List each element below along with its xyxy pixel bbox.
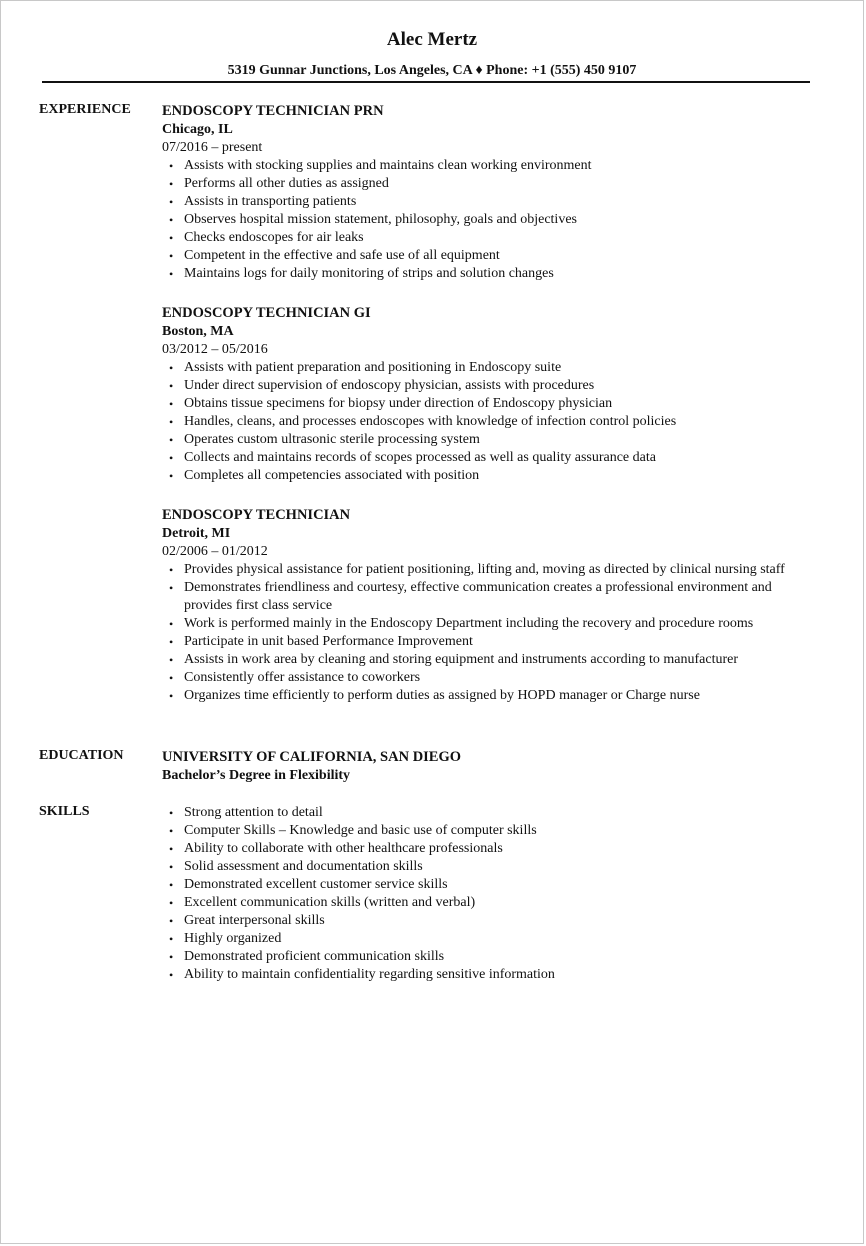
bullet-icon: •: [169, 671, 174, 685]
bullet-icon: •: [169, 842, 174, 856]
job-location: Detroit, MI: [162, 526, 231, 541]
bullet-icon: •: [169, 563, 174, 577]
job-location: Chicago, IL: [162, 122, 233, 137]
list-item: • Work is performed mainly in the Endoscopy Department including the recovery and procedure rooms: [169, 616, 754, 631]
list-item: • Assists in transporting patients: [169, 194, 357, 209]
bullet-icon: •: [169, 932, 174, 946]
list-item: • Organizes time efficiently to perform duties as assigned by HOPD manager or Charge nurse: [169, 688, 700, 703]
list-item: • Checks endoscopes for air leaks: [169, 230, 364, 245]
contact-line: 5319 Gunnar Junctions, Los Angeles, CA ♦ Phone: +1 (555) 450 9107: [227, 63, 637, 78]
candidate-name: Alec Mertz: [386, 29, 478, 50]
job-title: ENDOSCOPY TECHNICIAN PRN: [162, 103, 384, 119]
job-dates: 02/2006 – 01/2012: [162, 544, 268, 559]
job-bullets: [162, 359, 822, 485]
job-entry: [162, 304, 822, 485]
bullet-icon: •: [169, 249, 174, 263]
list-item: • Ability to collaborate with other healthcare professionals: [169, 841, 503, 856]
skills-list-block: [162, 804, 822, 984]
bullet-icon: •: [169, 177, 174, 191]
bullet-icon: •: [169, 195, 174, 209]
bullet-icon: •: [169, 267, 174, 281]
list-item: • Collects and maintains records of scopes processed as well as quality assurance data: [169, 450, 656, 465]
bullet-icon: •: [169, 231, 174, 245]
education-entry: [162, 748, 822, 785]
list-item: • Maintains logs for daily monitoring of strips and solution changes: [169, 266, 554, 281]
job-dates: 07/2016 – present: [162, 140, 263, 155]
list-item: • Demonstrated excellent customer service skills: [169, 877, 448, 892]
bullet-icon: •: [169, 878, 174, 892]
list-item: • Competent in the effective and safe use of all equipment: [169, 248, 500, 263]
list-item: • Observes hospital mission statement, philosophy, goals and objectives: [169, 212, 577, 227]
bullet-icon: •: [169, 860, 174, 874]
list-item: • Under direct supervision of endoscopy physician, assists with procedures: [169, 378, 595, 393]
list-item: • Demonstrates friendliness and courtesy, effective communication creates a professional environment and provides first class service: [169, 580, 772, 613]
bullet-icon: •: [169, 213, 174, 227]
list-item: • Performs all other duties as assigned: [169, 176, 389, 191]
job-dates: 03/2012 – 05/2016: [162, 342, 268, 357]
list-item: • Assists with stocking supplies and maintains clean working environment: [169, 158, 592, 173]
list-item: • Assists with patient preparation and positioning in Endoscopy suite: [169, 360, 562, 375]
job-entry: [162, 102, 822, 283]
list-item: • Handles, cleans, and processes endoscopes with knowledge of infection control policies: [169, 414, 677, 429]
skills-heading: SKILLS: [39, 804, 90, 819]
bullet-icon: •: [169, 433, 174, 447]
list-item: • Obtains tissue specimens for biopsy under direction of Endoscopy physician: [169, 396, 613, 411]
job-location: Boston, MA: [162, 324, 234, 339]
list-item: • Consistently offer assistance to coworkers: [169, 670, 421, 685]
list-item: • Strong attention to detail: [169, 805, 323, 820]
bullet-icon: •: [169, 397, 174, 411]
job-bullets: [162, 157, 822, 283]
list-item: • Ability to maintain confidentiality regarding sensitive information: [169, 967, 555, 982]
bullet-icon: •: [169, 617, 174, 631]
bullet-icon: •: [169, 635, 174, 649]
bullet-icon: •: [169, 689, 174, 703]
education-heading: EDUCATION: [39, 748, 124, 763]
list-item: • Computer Skills – Knowledge and basic use of computer skills: [169, 823, 537, 838]
job-bullets: [162, 561, 822, 705]
list-item: • Operates custom ultrasonic sterile processing system: [169, 432, 480, 447]
bullet-icon: •: [169, 451, 174, 465]
bullet-icon: •: [169, 968, 174, 982]
list-item: • Demonstrated proficient communication skills: [169, 949, 445, 964]
degree: Bachelor’s Degree in Flexibility: [162, 768, 351, 783]
bullet-icon: •: [169, 914, 174, 928]
job-title: ENDOSCOPY TECHNICIAN: [162, 507, 351, 523]
list-item: • Solid assessment and documentation skills: [169, 859, 423, 874]
bullet-icon: •: [169, 581, 174, 595]
bullet-icon: •: [169, 824, 174, 838]
bullet-icon: •: [169, 806, 174, 820]
bullet-icon: •: [169, 653, 174, 667]
experience-heading: EXPERIENCE: [39, 102, 131, 117]
list-item: • Participate in unit based Performance Improvement: [169, 634, 473, 649]
bullet-icon: •: [169, 379, 174, 393]
list-item: • Assists in work area by cleaning and storing equipment and instruments according to manufacturer: [169, 652, 739, 667]
list-item: • Excellent communication skills (written and verbal): [169, 895, 476, 910]
job-title: ENDOSCOPY TECHNICIAN GI: [162, 305, 371, 321]
bullet-icon: •: [169, 950, 174, 964]
job-entry: [162, 506, 822, 705]
bullet-icon: •: [169, 896, 174, 910]
list-item: • Completes all competencies associated with position: [169, 468, 480, 483]
list-item: • Highly organized: [169, 931, 282, 946]
header-divider: [42, 81, 810, 83]
list-item: • Provides physical assistance for patient positioning, lifting and, moving as directed by clinical nursing staff: [169, 562, 785, 577]
bullet-icon: •: [169, 159, 174, 173]
school-name: UNIVERSITY OF CALIFORNIA, SAN DIEGO: [162, 749, 462, 765]
bullet-icon: •: [169, 415, 174, 429]
list-item: • Great interpersonal skills: [169, 913, 325, 928]
bullet-icon: •: [169, 469, 174, 483]
bullet-icon: •: [169, 361, 174, 375]
skills-list: [162, 804, 822, 984]
